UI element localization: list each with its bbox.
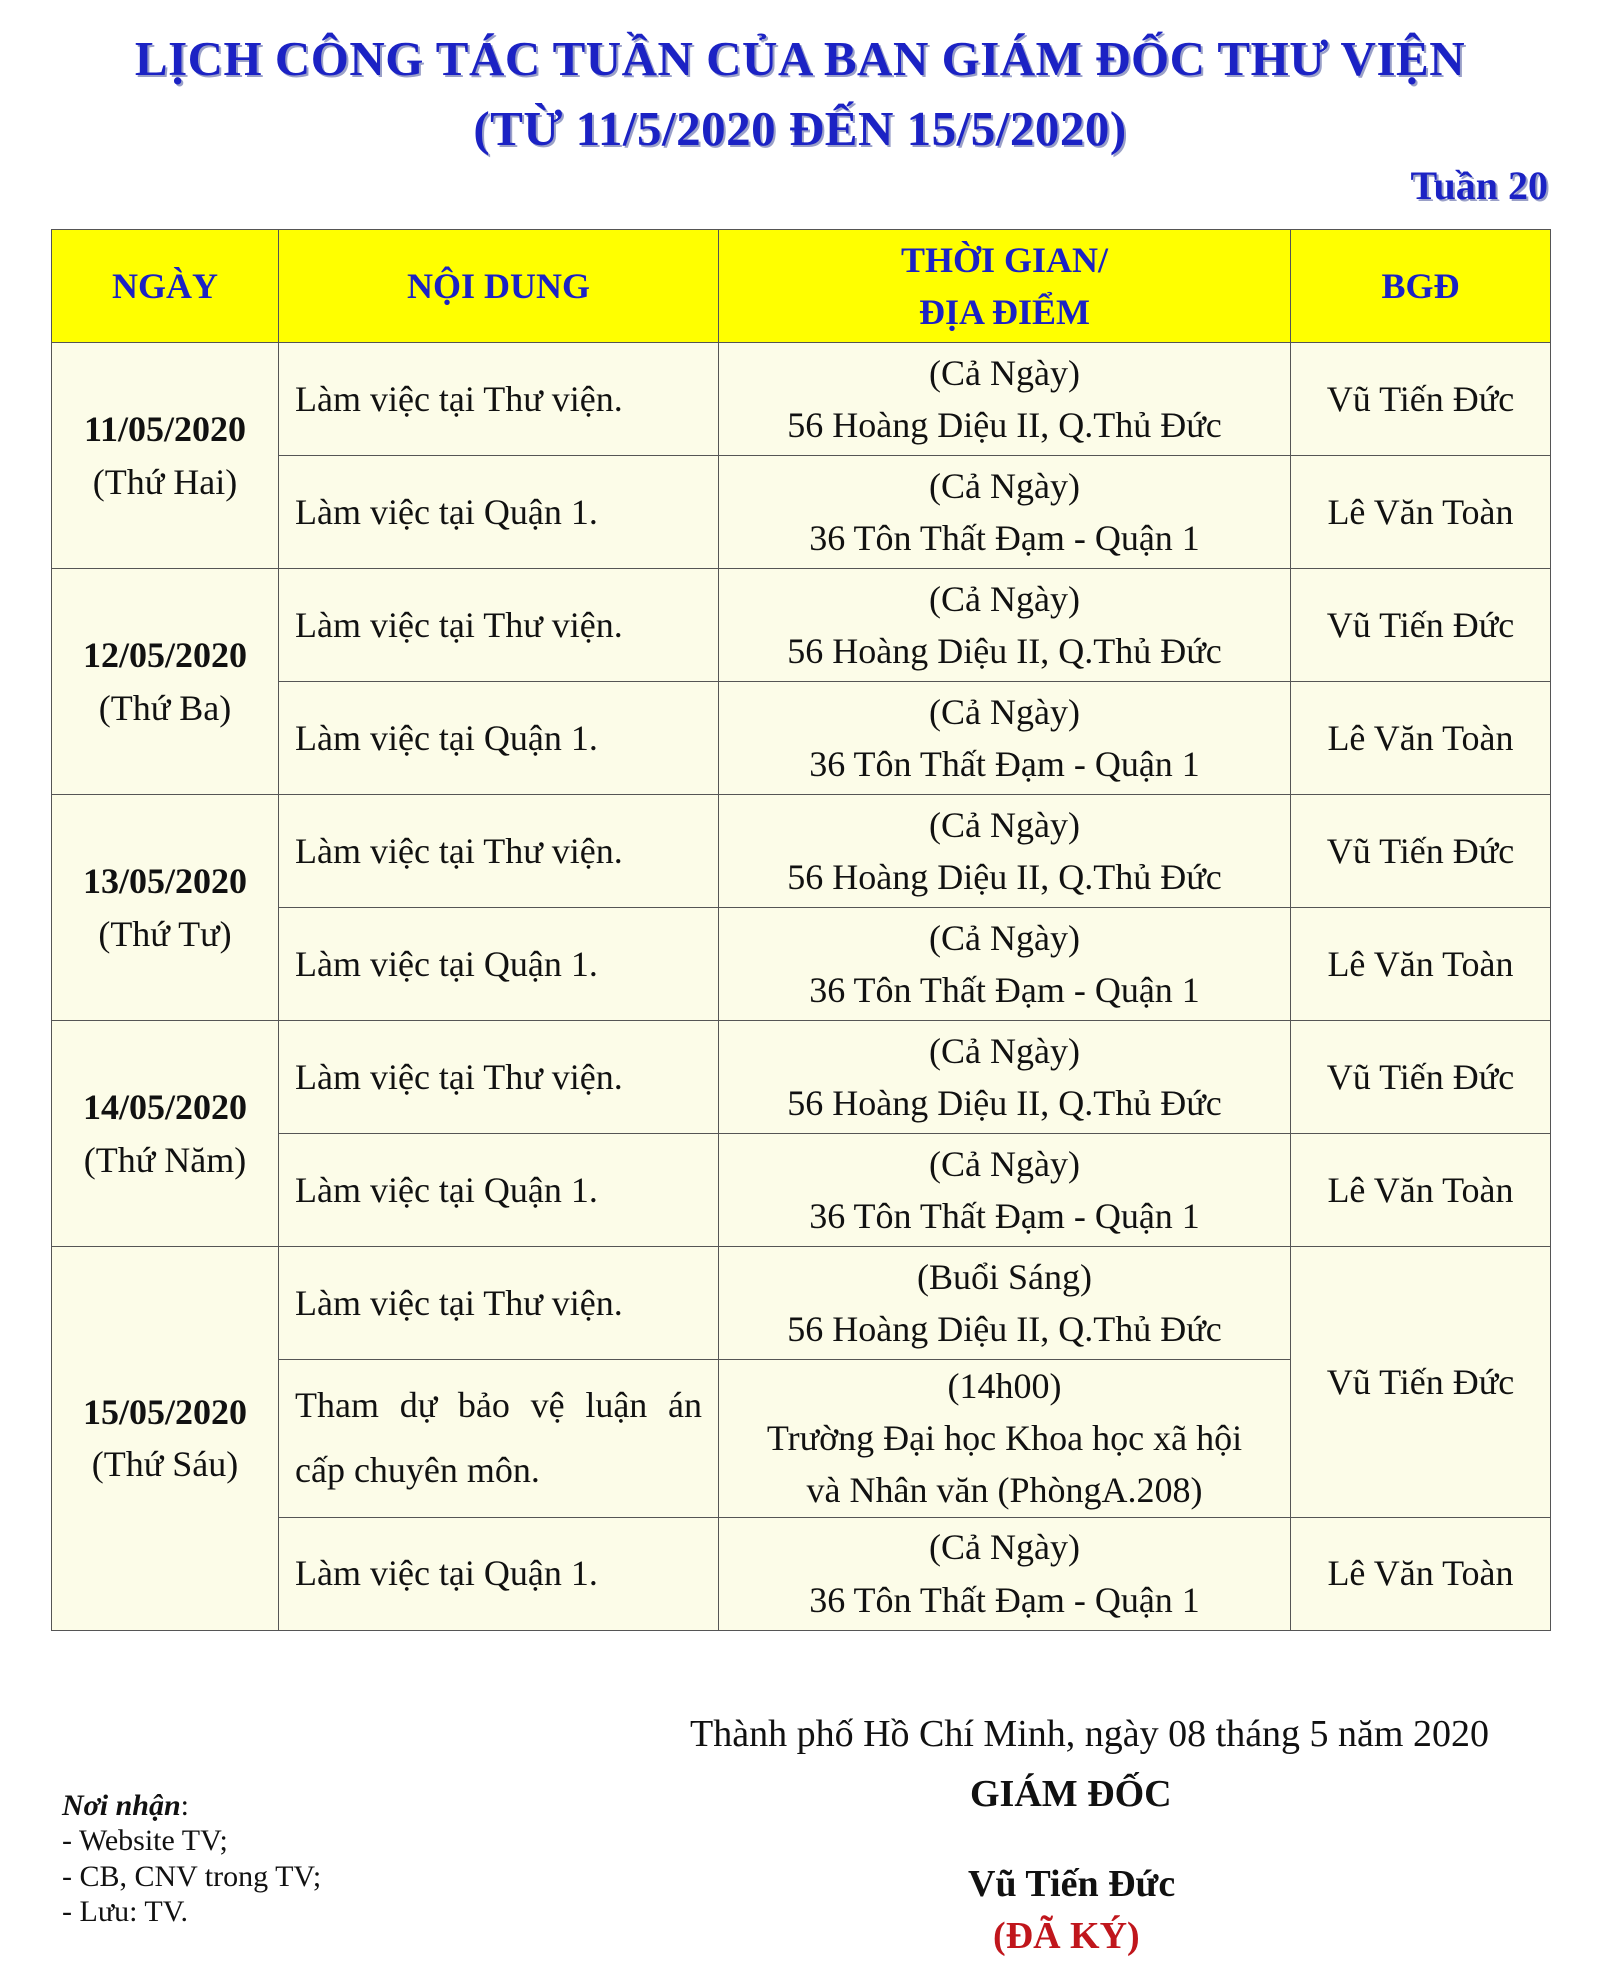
recipients-block (62, 1788, 321, 1930)
table-header-row (52, 230, 1551, 343)
time-text: (Cả Ngày) (929, 1030, 1080, 1071)
time-place-cell (719, 1134, 1291, 1247)
content-cell: Làm việc tại Thư viện. (279, 1021, 719, 1134)
city-date-line: Thành phố Hồ Chí Minh, ngày 08 tháng 5 năm 2020 (690, 1713, 1489, 1755)
day-cell (52, 1021, 279, 1247)
time-text: (Cả Ngày) (929, 465, 1080, 506)
person-cell: Vũ Tiến Đức (1291, 343, 1551, 456)
place-text: 36 Tôn Thất Đạm - Quận 1 (809, 1196, 1200, 1236)
time-text: (Cả Ngày) (929, 1527, 1080, 1568)
person-cell: Vũ Tiến Đức (1291, 1021, 1551, 1134)
person-cell: Lê Văn Toàn (1291, 908, 1551, 1021)
time-place-cell (719, 682, 1291, 795)
day-weekday: (Thứ Sáu) (91, 1444, 239, 1485)
recipient-item: - CB, CNV trong TV; (62, 1859, 322, 1893)
time-place-cell (719, 1517, 1291, 1630)
schedule-table (51, 229, 1551, 1631)
place-text: 36 Tôn Thất Đạm - Quận 1 (809, 744, 1200, 784)
content-cell: Làm việc tại Thư viện. (279, 1247, 719, 1360)
place-text: 36 Tôn Thất Đạm - Quận 1 (809, 970, 1200, 1010)
content-cell: Làm việc tại Thư viện. (279, 795, 719, 908)
day-weekday: (Thứ Hai) (92, 461, 238, 502)
day-weekday: (Thứ Ba) (98, 687, 232, 728)
time-place-cell (719, 795, 1291, 908)
place-text: 56 Hoàng Diệu II, Q.Thủ Đức (787, 405, 1222, 445)
content-cell: Làm việc tại Quận 1. (279, 682, 719, 795)
time-text: (Cả Ngày) (929, 1143, 1080, 1184)
recipient-item: - Lưu: TV. (62, 1895, 188, 1929)
table-row (52, 569, 1551, 682)
place-text-line1: Trường Đại học Khoa học xã hội (766, 1418, 1243, 1459)
place-text-line2: và Nhân văn (PhòngA.208) (806, 1470, 1203, 1511)
week-number: Tuần 20 (1410, 163, 1548, 208)
day-date: 15/05/2020 (82, 1392, 247, 1433)
person-cell: Lê Văn Toàn (1291, 1134, 1551, 1247)
recipients-colon: : (180, 1789, 189, 1822)
recipients-heading: Nơi nhận (62, 1789, 181, 1822)
time-place-cell (719, 908, 1291, 1021)
table-row (52, 1247, 1551, 1360)
content-cell: Làm việc tại Thư viện. (279, 569, 719, 682)
time-text: (Cả Ngày) (929, 578, 1080, 619)
place-text: 36 Tôn Thất Đạm - Quận 1 (809, 518, 1200, 558)
time-text: (14h00) (947, 1366, 1062, 1406)
table-row (52, 795, 1551, 908)
time-place-cell (719, 1021, 1291, 1134)
content-cell: Làm việc tại Quận 1. (279, 908, 719, 1021)
person-cell: Vũ Tiến Đức (1291, 795, 1551, 908)
content-cell: Tham dự bảo vệ luận án cấp chuyên môn. (279, 1360, 719, 1518)
page-title: LỊCH CÔNG TÁC TUẦN CỦA BAN GIÁM ĐỐC THƯ VIỆN (134, 31, 1466, 86)
time-text: (Cả Ngày) (929, 917, 1080, 958)
day-weekday: (Thứ Năm) (83, 1139, 247, 1180)
place-text: 36 Tôn Thất Đạm - Quận 1 (809, 1579, 1200, 1620)
day-cell (52, 569, 279, 795)
director-title: GIÁM ĐỐC (970, 1773, 1172, 1815)
place-text: 56 Hoàng Diệu II, Q.Thủ Đức (787, 1309, 1222, 1349)
day-cell (52, 343, 279, 569)
content-cell: Làm việc tại Quận 1. (279, 1134, 719, 1247)
day-date: 12/05/2020 (82, 635, 247, 676)
header-time-place (719, 230, 1291, 343)
place-text: 56 Hoàng Diệu II, Q.Thủ Đức (787, 1083, 1222, 1123)
time-place-cell (719, 343, 1291, 456)
header-content: NỘI DUNG (279, 230, 719, 343)
table-row (52, 1021, 1551, 1134)
page-subtitle-date-range: (TỪ 11/5/2020 ĐẾN 15/5/2020) (473, 101, 1127, 156)
time-place-cell (719, 1247, 1291, 1360)
director-name: Vũ Tiến Đức (968, 1863, 1176, 1905)
content-cell: Làm việc tại Thư viện. (279, 343, 719, 456)
time-text: (Buổi Sáng) (917, 1256, 1092, 1297)
time-text: (Cả Ngày) (929, 804, 1080, 845)
table-row (52, 343, 1551, 456)
recipients-heading-line (62, 1788, 321, 1823)
header-time-place-line1: THỜI GIAN/ (900, 239, 1109, 280)
time-place-cell (719, 456, 1291, 569)
recipient-item: - Website TV; (62, 1824, 228, 1858)
day-cell (52, 795, 279, 1021)
day-weekday: (Thứ Tư) (98, 913, 232, 954)
day-cell (52, 1247, 279, 1631)
time-text: (Cả Ngày) (929, 352, 1080, 393)
day-date: 11/05/2020 (83, 409, 247, 450)
day-date: 13/05/2020 (82, 861, 247, 902)
content-cell: Làm việc tại Quận 1. (279, 456, 719, 569)
signed-mark: (ĐÃ KÝ) (993, 1915, 1140, 1957)
header-bgd: BGĐ (1291, 230, 1551, 343)
person-cell: Vũ Tiến Đức (1291, 1247, 1551, 1518)
time-text: (Cả Ngày) (929, 691, 1080, 732)
day-date: 14/05/2020 (82, 1087, 247, 1128)
header-time-place-line2: ĐỊA ĐIỂM (918, 292, 1091, 332)
header-day: NGÀY (52, 230, 279, 343)
person-cell: Lê Văn Toàn (1291, 682, 1551, 795)
time-place-cell (719, 569, 1291, 682)
person-cell: Lê Văn Toàn (1291, 1517, 1551, 1630)
place-text: 56 Hoàng Diệu II, Q.Thủ Đức (787, 631, 1222, 671)
time-place-cell (719, 1360, 1291, 1518)
person-cell: Lê Văn Toàn (1291, 456, 1551, 569)
place-text: 56 Hoàng Diệu II, Q.Thủ Đức (787, 857, 1222, 897)
content-cell: Làm việc tại Quận 1. (279, 1517, 719, 1630)
person-cell: Vũ Tiến Đức (1291, 569, 1551, 682)
